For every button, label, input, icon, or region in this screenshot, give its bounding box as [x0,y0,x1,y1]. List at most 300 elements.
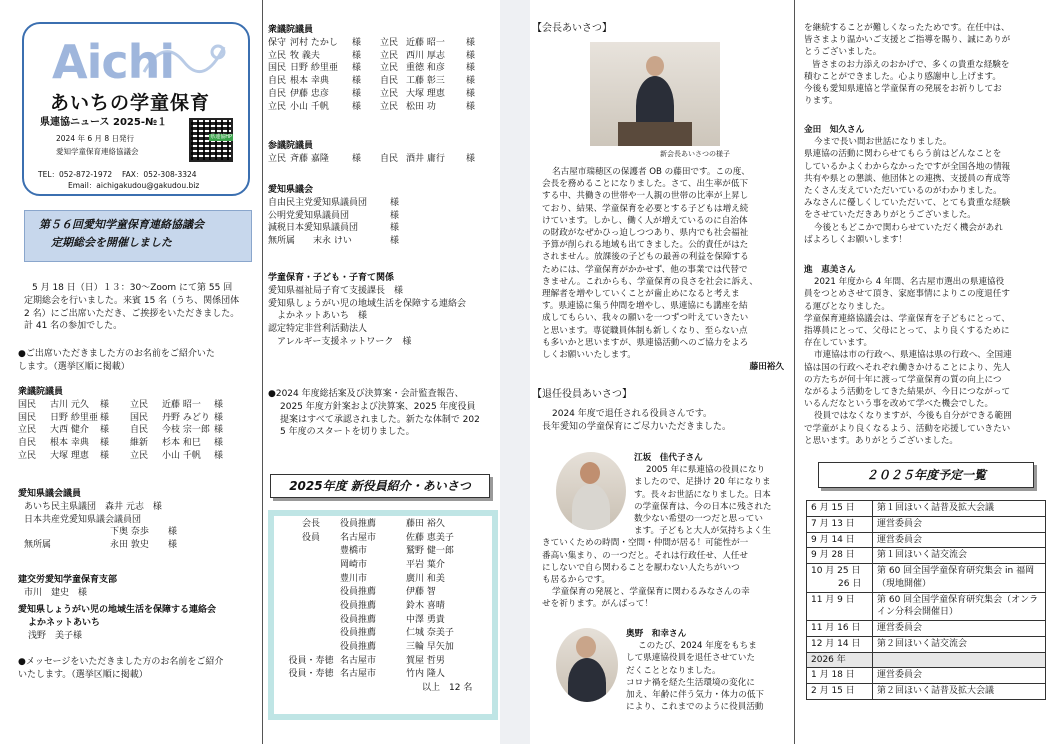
masthead [22,22,250,196]
officer-name: 三輪 早矢加 [406,642,454,653]
right-column-1 [530,0,792,744]
text-line: も居るからです。 [542,575,610,586]
honorific: 様 [466,50,476,61]
attendee-row [18,450,262,463]
organization: 減税日本愛知県議員団 [268,223,359,234]
email: Email：aichigakudou@gakudou.biz [68,181,200,190]
honorific: 様 [100,399,110,410]
officer-name: 鈴木 喜晴 [406,601,445,612]
message-row [268,222,498,235]
text-line: 皆さまより温かいご支援とご指導を賜り、誠にありが [804,35,1011,46]
section-heading: 建交労愛知学童保育支部 [18,575,118,585]
text-line: ためには、学童保育がかかせず、他の事業では代替で [542,264,748,275]
text-line: しくお願いいたします。 [542,350,636,361]
schedule-event: 運営委員会 [873,516,1046,532]
officer-name: 竹内 隆人 [406,669,445,680]
photo-podium [618,122,692,146]
person-name: 工藤 彰三 [406,76,445,87]
officer-district: 岡崎市 [340,560,368,571]
schedule-event: 第１回ほいく詰交流会 [873,548,1046,564]
officer-district: 役員推薦 [340,519,377,529]
honorific: 様 [352,50,362,61]
officer-row [282,559,486,573]
attendee-row [268,62,498,75]
person-name: 今枝 宗一郎 [162,425,210,436]
honorific: 様 [214,438,224,449]
person-name: 古川 元久 [50,399,89,410]
text-line: 学童保育連絡協議会は、学童保育を子どもにとって、 [804,313,1010,324]
attendee-line: あいち民主県議団 森井 元志 様 [24,501,162,512]
retiree-name: 金田 知久さん [804,125,865,135]
officer-name: 平岩 葉介 [406,560,445,571]
party: 立民 [380,101,399,112]
text-line: の方たちが何十年に渡って学童保育の質の向上につ [804,374,1002,385]
schedule-row [807,501,1046,517]
kaneda-message [804,124,1054,246]
message-line: 愛知県福祉局子育て支援課長 様 [268,285,404,296]
section-heading: 衆議院議員 [18,387,64,397]
person-name: 大塚 理恵 [50,450,89,461]
greeting-lines [542,166,792,361]
attendee-row [268,101,498,114]
report-line: ●2024 年度総括案及び決算案・会計監査報告、 [268,389,464,399]
party: 立民 [380,37,399,48]
officer-row [282,573,486,587]
party: 自民 [268,76,287,87]
organization: 自由民主党愛知県議員団 [268,197,368,208]
section-heading: よかネットあいち [28,617,101,628]
officer-row [282,518,486,532]
ekisaka-lines [542,464,792,610]
officer-row [282,532,486,546]
party: 立民 [18,450,37,461]
schedule-event: 運営委員会 [873,668,1046,684]
officer-row [282,627,486,641]
message-row [268,235,498,248]
attendee-row [18,399,262,412]
schedule-title: ２０２５年度予定一覧 [818,462,1034,488]
person-name: 河村 たかし [290,37,338,48]
officer-district: 役員推薦 [340,628,377,639]
schedule-row [807,636,1046,652]
text-line: 今後ともどこかで関わらせていただく機会があれ [814,222,1003,233]
attendee-note [18,348,258,374]
officer-role [282,641,340,655]
honorific: 様 [214,412,224,423]
schedule-event: 運営委員会 [873,621,1046,637]
qr-tag: 県連協HP [210,134,232,140]
retire-intro-line: 長年愛知の学童保育にご尽力いただきました。 [542,421,732,432]
schedule-date: 2026 年 [807,652,873,668]
attendee-row [268,88,498,101]
honorific: 様 [466,101,476,112]
text-line: と思います。専従職員体制も新しくなり、至らない点 [542,325,748,336]
text-line: コロナ禍を経た生活環境の変化に [626,677,755,688]
schedule-row [807,516,1046,532]
message-rows [268,153,498,166]
person-name: 近藤 昭一 [406,37,445,48]
honorific: 様 [390,197,400,208]
schedule-date: 11 月 16 日 [807,621,873,637]
text-line: みなさんに優しくしていただいて、とても貴重な経験 [804,198,1011,209]
greeting-signature: 藤田裕久 [749,362,784,373]
officer-role: 役員 [301,532,320,543]
text-line: する中、共働きの世帯や一人親の世帯の比率が上昇し [542,191,749,202]
headline-line-2: 定期総会を開催しました [51,235,172,249]
schedule-row [807,684,1046,700]
officer-district: 名古屋市 [340,532,377,543]
officer-name: 伊藤 智 [406,587,436,598]
honorific: 様 [214,425,224,436]
shugiin-attendees [18,386,262,463]
person-name: 日野 紗里亜 [50,412,98,423]
schedule-event: 第２回ほいく詰普及拡大会議 [873,684,1046,700]
text-line: ましたので、足掛け 20 年になりま [634,477,771,488]
text-line: の財政がなぜかひっ迫しつつあり、県内でも社会福祉 [542,228,749,239]
honorific: 様 [352,153,362,164]
okuno-lines [542,640,792,713]
schedule-event: 運営委員会 [873,532,1046,548]
intro-text [24,282,260,333]
person-name: 小山 千帆 [162,450,201,461]
attendee-line: 市川 建史 様 [24,587,88,598]
text-line: ります。 [804,96,838,107]
person-name: 大西 健介 [50,425,89,436]
attendee-line [18,539,262,552]
text-line: と思います。ありがとうございました。 [804,435,959,446]
party: 国民 [18,412,37,423]
text-line: きません。これからも、学童保育の良さを社会に訴え、 [542,276,758,287]
headline-line-1: 第５６回愛知学童保育連絡協議会 [39,218,204,231]
person-name: 丹野 みどり [162,412,210,423]
party: 国民 [130,412,149,423]
text-line: されません。放課後の子どもの最善の利益を保障する [542,252,749,263]
schedule-event [873,652,1046,668]
text-line: 共有や県との懇談、他団体との連携、支援員の育成等 [804,173,1011,184]
text-line: せを祈ります。がんばって！ [542,599,654,610]
officer-district: 役員推薦 [340,601,377,612]
officer-role [282,600,340,614]
person-name: 斉藤 嘉隆 [290,153,329,164]
schedule-row [807,652,1046,668]
officers-box [268,510,498,720]
officer-name: 賀屋 哲男 [406,655,445,666]
officer-name: 中澤 勇貴 [406,614,445,625]
officer-rows [274,516,492,682]
intro-line: 定期総会を行いました。来賓 15 名（うち、関係団体 [24,295,240,306]
greeting-title: 【会長あいさつ】 [532,23,612,34]
text-line: ます。子どもと大人が気持ちよく生 [634,526,771,537]
officers-total: 以上 12 名 [422,683,473,694]
schedule-row [807,592,1046,621]
party: 自民 [268,88,287,99]
text-line: 県連協の活動に関わらせてもらう前はどんなことを [804,149,1002,160]
report-line: 2025 年度方針案および決算案、2025 年度役員 [280,401,476,412]
text-line: いるんだなという事を改めて学べた機会でした。 [804,399,994,410]
text-line: ており、結果、学童保育を必要とする子どもは増え続 [542,203,749,214]
right-column-2 [798,0,1058,744]
schedule-row [807,548,1046,564]
text-line: 指導員にとって、父母にとって、より良くするために [804,326,1010,337]
officer-district: 役員推薦 [340,642,377,653]
attendee-row [18,424,262,437]
okuno-continued-lines [804,22,1054,107]
schedule-row [807,668,1046,684]
text-line: る運びとなりました。 [804,301,890,312]
section-heading: 参議院議員 [268,141,314,151]
text-line: 員をつとめさせて頂き、家庭事情によりこの度退任す [804,289,1010,300]
officer-name: 佐藤 恵美子 [406,532,454,543]
person-name: 松田 功 [406,101,436,112]
text-line: 協は国の行政へそれぞれ働きかけることにより、先人 [804,362,1011,373]
schedule-date: 1 月 18 日 [807,668,873,684]
honorific: 様 [100,438,110,449]
party: 立民 [268,101,287,112]
message-line: 愛知県しょうがい児の地域生活を保障する連絡会 [268,298,467,309]
note-line: ●メッセージをいただきました方のお名前をご紹介 [18,657,224,667]
organization: 無所属 末永 けい [268,236,352,247]
message-line: 認定特定非営利活動法人 [268,324,368,335]
person-name: 杉本 和巳 [162,438,201,449]
attendee-line: 日本共産党愛知県議会議員団 [24,514,142,525]
attendee-row [268,37,498,50]
person-name: 西川 厚志 [406,50,445,61]
kaneda-lines [804,136,1054,246]
honorific: 様 [214,399,224,410]
person-name: 大塚 理恵 [406,88,445,99]
text-line: 皆さまのお力添えのおかげで、多くの貴重な経験を [812,59,1010,70]
message-shugiin [268,24,498,113]
report-line: 5 年度のスタートを切りました。 [280,427,415,438]
retire-intro-line: 2024 年度で退任される役員さんです。 [552,409,713,419]
person-name: 重徳 和彦 [406,63,445,74]
officer-role: 会長 [301,519,320,529]
text-line: をさせていただきありがとうございました。 [804,210,976,221]
attendee-row [268,50,498,63]
text-line: 2021 年度から 4 年間、名古屋市選出の県連協役 [814,277,1005,288]
schedule-date: 9 月 14 日 [807,532,873,548]
honorific: 様 [466,153,476,164]
party: 自民 [380,153,399,164]
text-line: 番高い集まり、の一つだと。それは行政任せ、人任せ [542,550,748,561]
headline-banner [24,210,252,262]
intro-line: 計 41 名の参加でした。 [24,321,123,332]
logo-word: Aichi [52,35,175,89]
left-page [0,0,500,744]
intro-line: 2 名）にご出席いただき、ご挨拶をいただきました。 [24,308,240,319]
section-heading: 愛知県議会 [268,185,314,195]
retiree-name: 進 恵美さん [804,265,856,275]
honorific: 様 [352,88,362,99]
shin-message [804,264,1054,447]
qr-code [189,118,233,162]
honorific: 様 [214,450,224,461]
schedule-date: 6 月 15 日 [807,501,873,517]
schedule-event: 第２回ほいく詰交流会 [873,636,1046,652]
honorific: 様 [100,412,110,423]
party: 立民 [380,63,399,74]
honorific: 様 [466,88,476,99]
party: 立民 [130,399,149,410]
party: 立民 [130,450,149,461]
attendee-rows [18,399,262,463]
officer-name: 鷲野 健一郎 [406,546,454,557]
honorific: 様 [168,540,178,551]
schedule-date: 10 月 25 日 26 日 [807,564,873,593]
schedule-event: 第 60 回全国学童保育研究集会（オンライン分科会開催日） [873,592,1046,621]
text-line: 予算が削られる地域も出てきました。公的責任がはた [542,240,749,251]
text-line: このたび、2024 年度をもちま [638,641,757,652]
schedule-table-wrap [806,500,1046,700]
text-line: 成してもらい、我々の願いを一つずつ叶えていきたい [542,313,749,324]
party: 国民 [18,399,37,410]
schedule-table [806,500,1046,700]
schedule-date: 7 月 13 日 [807,516,873,532]
honorific: 様 [466,76,476,87]
officer-role [282,614,340,628]
person-name: 小山 千帆 [290,101,329,112]
chairman-photo [590,42,720,146]
officer-name: 廣川 和美 [406,573,445,584]
officer-row [282,600,486,614]
schedule-row [807,621,1046,637]
left-column-2 [264,0,500,744]
text-line: 加え、年齢に伴う気力・体力の低下 [626,690,765,701]
officer-row [282,655,486,669]
column-divider [794,0,795,744]
schedule-event: 第１回ほいく詰普及拡大会議 [873,501,1046,517]
attendee-line [18,526,262,539]
person-name: 近藤 昭一 [162,399,201,410]
text-line: 今後も愛知県連協と学童保育の発展をお祈りしてお [804,84,1002,95]
party: 立民 [380,88,399,99]
honorific: 様 [352,37,362,48]
text-line: 数少ない希望の一つだと思ってい [634,514,763,525]
officer-role [282,627,340,641]
party: 立民 [268,153,287,164]
shin-lines [804,276,1054,447]
note-line: ●ご出席いただきました方のお名前をご紹介いた [18,349,215,359]
text-line: により、これまでのように役員活動 [626,702,764,713]
person-name: 根本 幸典 [50,438,89,449]
attendee-row [18,437,262,450]
honorific: 様 [390,236,400,247]
left-column-1 [0,0,262,744]
text-line: 会長を務めることになりました。さて、出生率が低下 [542,179,749,190]
text-line: で学童がより良くなるよう、活動を応援していきたい [804,423,1011,434]
shibu-attendee [18,574,262,600]
right-page [530,0,1058,744]
approval-report [268,388,500,439]
retire-intro [542,408,792,434]
text-line: だくこととなりました。 [626,665,721,676]
honorific: 様 [390,223,400,234]
message-row [268,210,498,223]
party: 自民 [380,76,399,87]
text-line: して県連協役員を退任させていた [626,653,755,664]
person-name: 牧 義夫 [290,50,320,61]
section-heading: 学童保育・子ども・子育て関係 [268,273,395,283]
officer-role [282,586,340,600]
tel-fax: TEL：052-872-1972 FAX：052-308-3324 [38,170,197,179]
text-line: 市連協は市の行政へ、県連協は県の行政へ、全国連 [814,350,1012,361]
party: 立民 [268,50,287,61]
newsletter-title: あいちの学童保育 [50,92,211,114]
officers-title: 2025年度 新役員紹介・あいさつ [270,474,490,498]
text-line: とうございました。 [804,47,882,58]
officer-district: 名古屋市 [340,655,377,666]
organization: 公明党愛知県議員団 [268,210,350,221]
message-sangiin [268,140,498,166]
officer-district: 名古屋市 [340,669,377,680]
text-line: 役員ではなくなりますが、今後も自分ができる範囲 [814,411,1012,422]
person-name: 根本 幸典 [290,76,329,87]
attendee-row [268,75,498,88]
text-line: を継続することが難しくなったためです。在任中は、 [804,23,1010,33]
honorific: 様 [168,527,178,538]
note-line: いたします。（選挙区順に掲載） [18,669,148,680]
message-row [268,197,498,210]
text-line: しているかよくわからなかったですが全国各地の情報 [804,161,1011,172]
attendee-name: 永田 敦史 [110,540,149,551]
message-note [18,656,262,682]
officer-name: 仁城 奈美子 [406,628,454,639]
honorific: 様 [100,450,110,461]
officer-role: 役員・寿徳 [288,655,334,666]
schedule-date: 11 月 9 日 [807,592,873,621]
publisher: 愛知学童保育連絡協議会 [56,147,139,156]
honorific: 様 [352,101,362,112]
schedule-row [807,564,1046,593]
text-line: けています。しかし、働く人が増えているのに自治体 [542,215,748,226]
message-line: アレルギー支援ネットワーク 様 [268,336,412,347]
honorific: 様 [352,63,362,74]
party: 自民 [130,425,149,436]
text-line: 理解者を増やしていくことが歯止めになると考えま [542,289,740,300]
page-gutter [500,0,530,744]
person-name: 伊藤 忠彦 [290,88,329,99]
officer-role [282,545,340,559]
honorific: 様 [466,63,476,74]
text-line: 積むことができました。心より感謝申し上げます。 [804,71,1001,82]
honorific: 様 [100,425,110,436]
officer-row [282,586,486,600]
message-line: よかネットあいち 様 [268,311,368,322]
kengikai-attendees [18,488,262,552]
message-kengikai [268,184,498,248]
honorific: 様 [466,37,476,48]
party: 立民 [18,425,37,436]
text-line: 今まで長い間お世話になりました。 [814,137,952,148]
schedule-row [807,532,1046,548]
officer-row [282,641,486,655]
report-line: 提案はすべて承認されました。新たな体制で 202 [280,414,480,425]
issue-date: 2024 年 6 月 8 日発行 [56,134,135,143]
attendee-name: 下奥 奈歩 [110,527,149,538]
column-divider [262,0,263,744]
officer-row [282,614,486,628]
officer-district: 役員推薦 [340,614,377,625]
text-line: きていくための時間・空間・仲間が居る！可能性が一 [542,538,749,549]
yokanet-attendee [18,604,262,642]
text-line: す。県連協に集う仲間を増やし、県連協にも講座を結 [542,301,748,312]
text-line: 名古屋市瑞穂区の保護者 OB の藤田です。この度、 [552,167,750,177]
text-line: も多いかと思いますが、県連協活動へのご協力をよろ [542,337,749,348]
party: 無所属 [24,540,52,551]
text-line: ながるよう活動をしてきた結果が、今日につながって [804,387,1011,398]
intro-line: 5 月 18 日（日）１３：30～Zoom にて第 55 回 [32,283,233,293]
schedule-event: 第 60 回全国学童保育研究集会 in 福岡（現地開催） [873,564,1046,593]
